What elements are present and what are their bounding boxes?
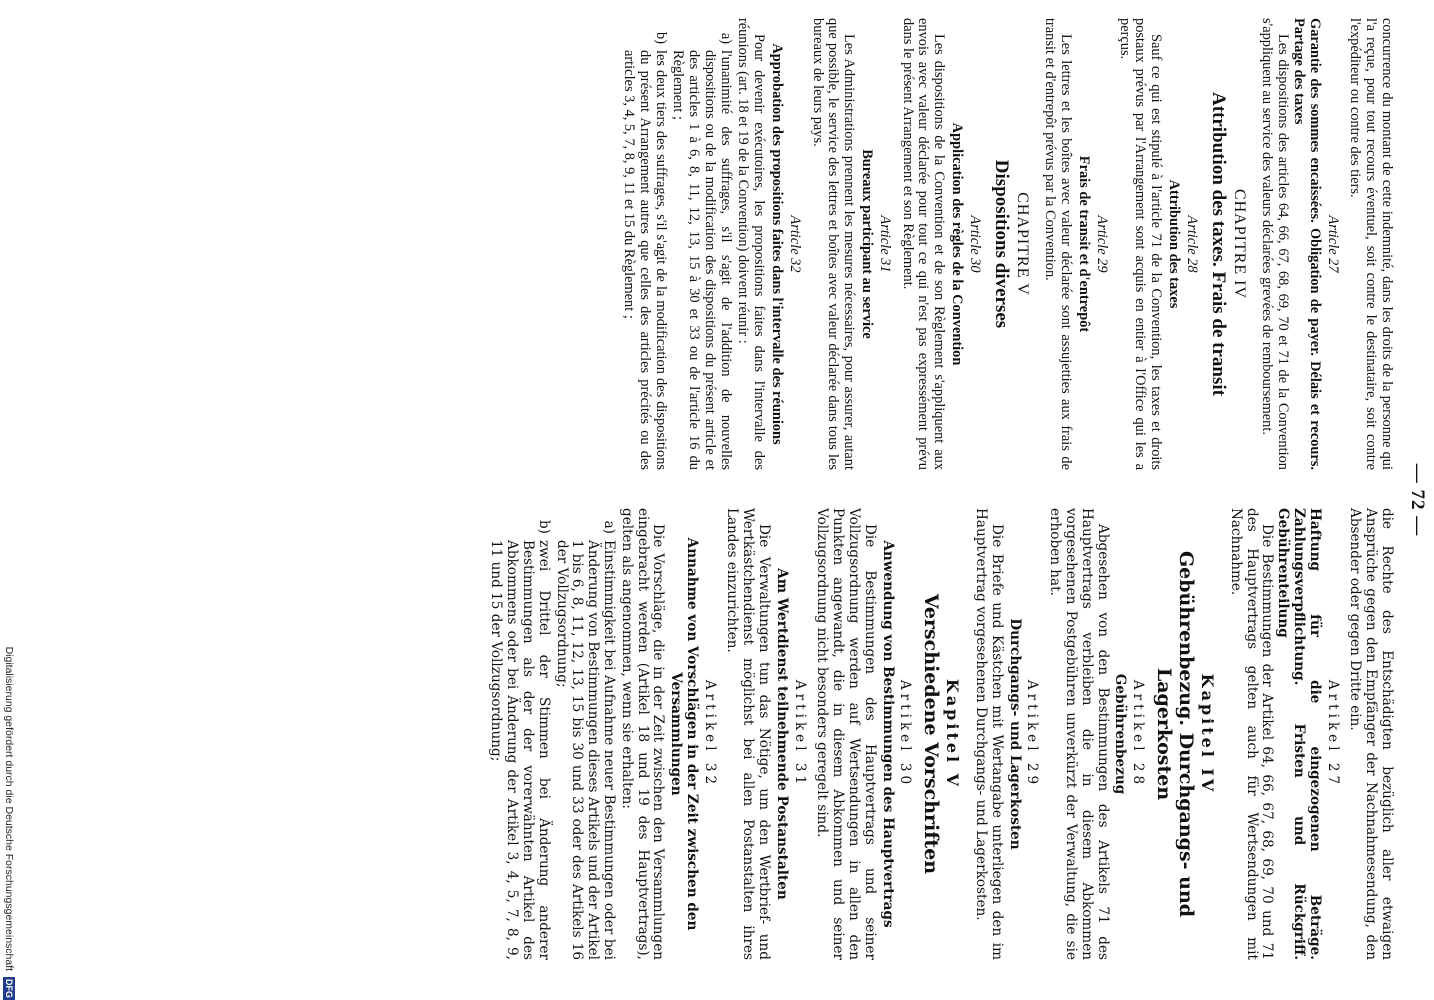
article-label: Artikel 30	[897, 679, 914, 789]
chapter-label: CHAPITRE IV	[1230, 188, 1248, 300]
paragraph: Die Vorschläge, die in der Zeit zwischen den Versammlungen eingebracht werden (Artikel 18 und 19 des Hauptvertrags), gelten als angenommen, wenn sie erhalten:	[618, 508, 667, 960]
article-title: Approbation des propositions faites dans l'intervalle des réunions	[769, 43, 786, 445]
paragraph: Die Verwaltungen tun das Nötige, um den Wertbrief- und Wertkästchendienst möglichst bei allen Postanstalten ihres Landes einzurichten.	[724, 508, 773, 960]
digitization-credit	[1, 560, 17, 1000]
article-label: Article 31	[876, 215, 893, 273]
credit-text: Digitalisierung gefördert durch die Deutsche Forschungsgemeinschaft	[3, 646, 15, 972]
chapter-title: Attribution des taxes. Frais de transit	[1207, 92, 1229, 396]
paragraph: Abgesehen von den Bestimmungen des Artikels 71 des Hauptvertrags verbleiben die in diesem Abkommen vorgesehenen Postgebühren unverkürzt der Verwaltung, die sie erhoben hat.	[1047, 508, 1111, 960]
article-label: Artikel 31	[791, 679, 808, 789]
german-column	[488, 508, 1394, 960]
article-label: Article 28	[1183, 215, 1200, 273]
article-title: Durchgangs- und Lagerkosten	[1006, 618, 1023, 850]
list-item-label: a)	[717, 32, 734, 44]
paragraph: concurrence du montant de cette indemnité, dans les droits de la personne qui l'a reçue, pour tout recours éventuel, soit contre le destinataire, soit contre l'expéditeur ou contre des tiers.	[1347, 18, 1395, 470]
list-item-text: l'unanimité des suffrages, s'il s'agit de l'addition de nouvelles dispositions ou de la modification des dispositions du présent article et des articles 1 à 6, 8, 11, 12, 13, 15 à 30 et 33 ou de l'article 16 du Règlement ;	[670, 50, 734, 470]
paragraph: die Rechte des Entschädigten bezüglich aller etwaigen Ansprüche gegen den Empfänger der Nachnahmesendung, den Absender oder gegen Dritte ein.	[1347, 508, 1395, 960]
article-title: Haftung für die eingezogenen Beträge. Zahlungsverpflichtung. Fristen und Rückgriff. Gebührenteilung	[1275, 508, 1323, 960]
article-label: Artikel 29	[1024, 679, 1041, 789]
article-title: Anwendung von Bestimmungen des Hauptvertrags	[879, 540, 896, 928]
list-item	[553, 508, 616, 960]
article-label: Artikel 32	[701, 679, 718, 789]
paragraph: Les lettres et les boîtes avec valeur déclarée sont assujetties aux frais de transit et d'entrepôt prévus par la Convention.	[1042, 18, 1075, 470]
article-27-heading	[1290, 18, 1322, 470]
article-title: Garantie des sommes encaissées. Obligation de payer. Délais et recours. Partage des taxes	[1291, 18, 1323, 470]
chapter-label: Kapitel IV	[1198, 673, 1218, 795]
paragraph: Sauf ce qui est stipulé à l'article 71 de la Convention, les taxes et droits postaux prévus par l'Arrangement sont acquis en entier à l'Office qui les a perçus.	[1116, 18, 1165, 470]
chapter-title: Dispositions diverses	[990, 159, 1012, 329]
paragraph: Les dispositions de la Convention et de son Règlement s'appliquent aux envois avec valeur déclarée pour tout ce qui n'est pas expressément prévu dans le présent Arrangement et son Règlement.	[899, 18, 948, 470]
french-column	[620, 18, 1394, 470]
article-title: Gebührenbezug	[1112, 673, 1129, 795]
article-title: Application des règles de la Convention	[949, 122, 966, 366]
list-item-text: zwei Drittel der Stimmen bei Änderung anderer Bestimmungen als der der vorerwähnten Artikel des Abkommens oder bei Änderung der Artikel 3, 4, 5, 7, 8, 9, 11 und 15 der Vollzugsordnung;	[488, 540, 552, 960]
list-item-text: les deux tiers des suffrages, s'il s'agit de la modification des dispositions du présent Arrangement autres que celles des articles précités ou des articles 3, 4, 5, 7, 8, 9, 11 et 15 du Règlement ;	[620, 50, 669, 470]
chapter-label: CHAPITRE V	[1013, 192, 1031, 296]
chapter-title: Gebührenbezug. Durchgangs- und Lagerkosten	[1153, 550, 1198, 918]
article-label: Artikel 28	[1130, 679, 1147, 789]
paragraph: Les Administrations prennent les mesures nécessaires, pour assurer, autant que possible, le service des lettres et boîtes avec valeur déclarée dans tous les bureaux de leurs pays.	[809, 18, 858, 470]
paragraph: Les dispositions des articles 64, 66, 67, 68, 69, 70 et 71 de la Convention s'appliquent au service des valeurs déclarées grevées de remboursement.	[1259, 18, 1292, 470]
page-number: — 72 —	[1407, 463, 1428, 537]
paragraph: Die Briefe und Kästchen mit Wertangabe unterliegen den im Hauptvertrag vorgesehenen Durchgangs- und Lagerkosten.	[973, 508, 1005, 960]
paragraph: Die Bestimmungen des Hauptvertrags und seiner Vollzugsordnung werden auf Wertsendungen in allen den Punkten angewandt, die in diesem Abkommen und seiner Vollzugsordnung nicht besonders geregelt sind.	[814, 508, 878, 960]
paragraph: Pour devenir exécutoires, les propositions faites dans l'intervalle des réunions (art. 18 et 19 de la Convention) doivent réunir :	[735, 18, 768, 470]
list-item-label: b)	[535, 519, 552, 534]
list-item	[620, 18, 667, 470]
list-item-label: b)	[652, 32, 669, 44]
list-item-label: a)	[600, 520, 617, 534]
paragraph: Die Bestimmungen der Artikel 64, 66, 67, 68, 69, 70 und 71 des Hauptvertrags gelten auch für Wertsendungen mit Nachnahme.	[1227, 508, 1276, 960]
article-title: Bureaux participant au service	[859, 149, 876, 339]
list-item	[670, 18, 733, 470]
article-title: Am Wertdienst teilnehmende Postanstalten	[773, 568, 790, 900]
article-title: Frais de transit et d'entrepôt	[1076, 155, 1093, 333]
chapter-label: Kapitel V	[943, 678, 963, 790]
article-label: Artikel 27	[1324, 679, 1341, 789]
article-27-heading	[1274, 508, 1321, 960]
article-label: Article 27	[1324, 215, 1341, 273]
list-item-text: Einstimmigkeit bei Aufnahme neuer Bestimmungen oder bei Änderung von Bestimmungen dieses Artikels und der Artikel 1 bis 6, 8, 11, 12, 13, 15 bis 30 und 33 oder des Artikels 16 der Vollzugsordnung;	[553, 540, 617, 960]
article-label: Article 32	[786, 215, 803, 273]
article-label: Article 30	[966, 215, 983, 273]
article-title: Attribution des taxes	[1166, 179, 1183, 309]
article-label: Article 29	[1093, 215, 1110, 273]
list-item	[488, 508, 551, 960]
article-title: Annahme von Vorschlägen in der Zeit zwischen den Versammlungen	[668, 537, 700, 931]
chapter-title: Verschiedene Vorschriften	[920, 593, 943, 875]
dfg-logo: DFG	[4, 979, 14, 998]
